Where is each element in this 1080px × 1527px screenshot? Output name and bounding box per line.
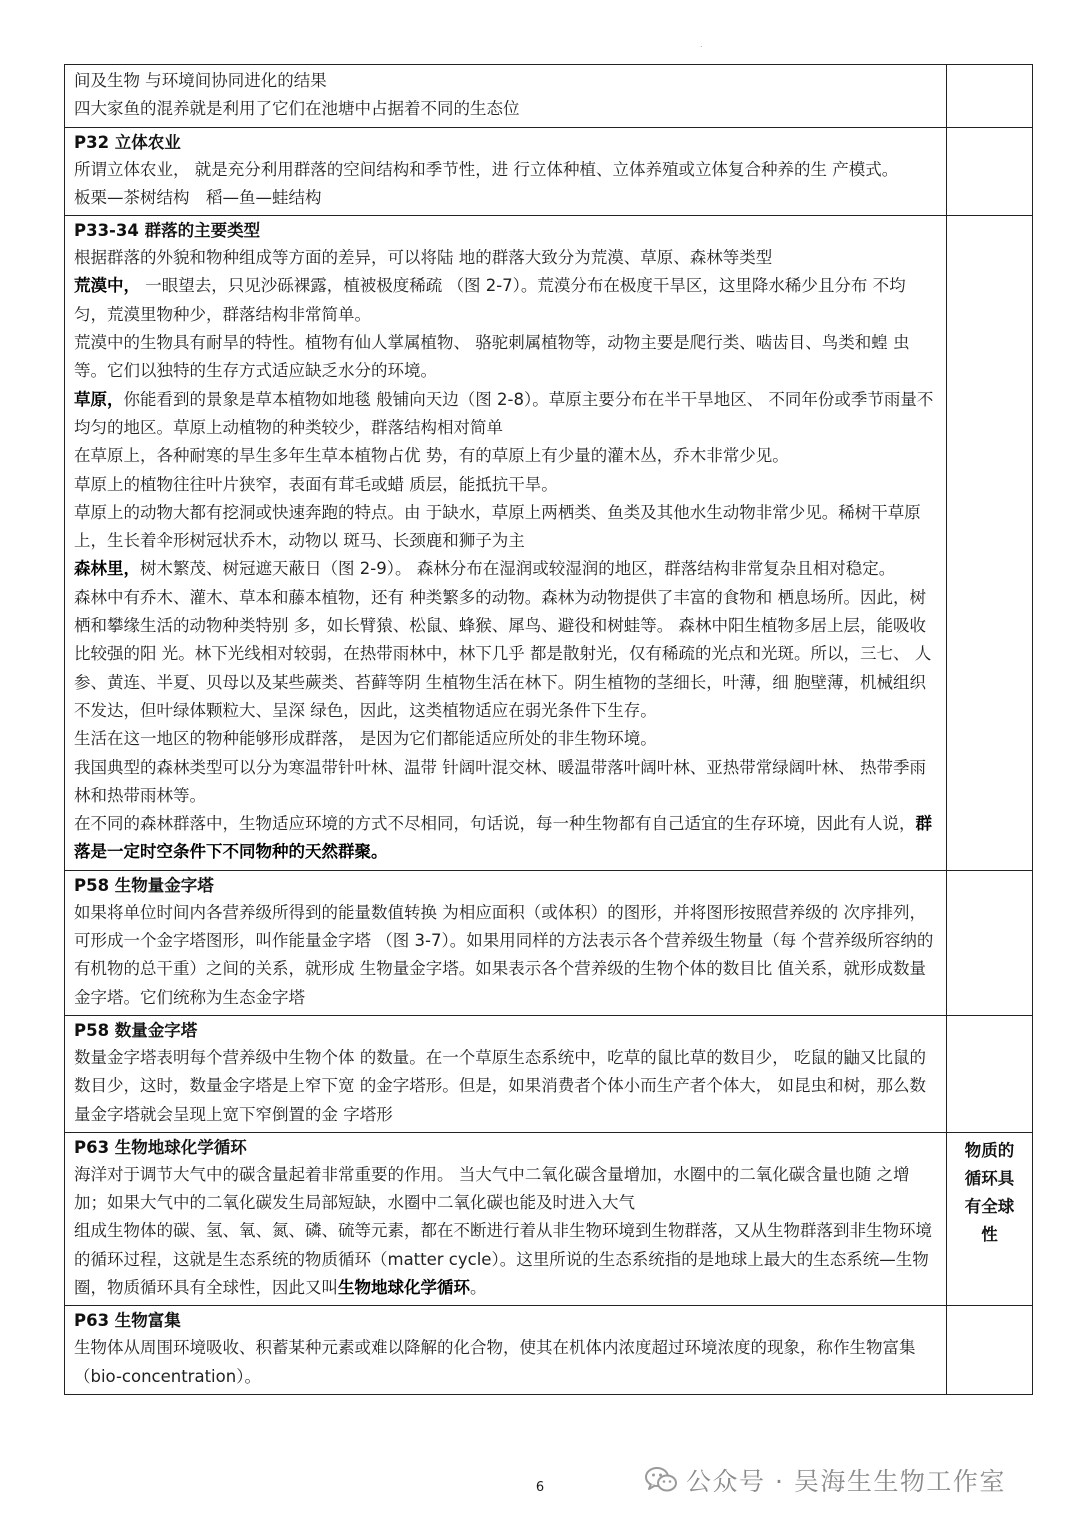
note-content-cell	[65, 1015, 947, 1132]
paragraph	[74, 329, 938, 386]
note-row	[65, 1306, 1033, 1395]
bold-text: 群落是一定时空条件下不同物种的天然群聚。	[74, 814, 932, 862]
notes-table	[64, 64, 1033, 1395]
text-run: 在草原上，各种耐寒的旱生多年生草本植物占优 势，有的草原上有少量的灌木丛，乔木非常少见。	[74, 446, 789, 466]
note-side-cell	[947, 127, 1033, 216]
text-run: 森林中有乔木、灌木、草本和藤本植物，还有 种类繁多的动物。森林为动物提供了丰富的食物和 栖息场所。因此，树栖和攀缘生活的动物种类特别 多，如长臂猿、松鼠、蜂猴、犀鸟、避役和树蛙等。 森林中阳生植物多居上层，能吸收比较强的阳 光。林下光线相对较弱，在热带雨林中，林下几乎 都是散射光，仅有稀疏的光点和光斑。所以，三七、 人参、黄连、半夏、贝母以及某些蕨类、苔藓等阴 生植物生活在林下。阴生植物的茎细长，叶薄，细 胞壁薄，机械组织不发达，但叶绿体颗粒大、呈深 绿色，因此，这类植物适应在弱光条件下生存。	[74, 587, 932, 720]
bold-text: 生物地球化学循环	[338, 1277, 470, 1297]
paragraph	[74, 810, 938, 867]
watermark-text: 公众号 · 吴海生生物工作室	[686, 1467, 1006, 1496]
text-run: 生物体从周围环境吸收、积蓄某种元素或难以降解的化合物，使其在机体内浓度超过环境浓度的现象，称作生物富集（bio-concentration）。	[74, 1338, 916, 1386]
paragraph	[74, 499, 938, 556]
text-run: 我国典型的森林类型可以分为寒温带针叶林、温带 针阔叶混交林、暖温带落叶阔叶林、亚热带常绿阔叶林、 热带季雨林和热带雨林等。	[74, 757, 926, 805]
paragraph	[74, 1334, 938, 1391]
page-number: 6	[535, 1480, 545, 1495]
text-run: 根据群落的外貌和物种组成等方面的差异，可以将陆 地的群落大致分为荒漠、草原、森林等类型	[74, 248, 773, 268]
text-run: 如果将单位时间内各营养级所得到的能量数值转换 为相应面积（或体积）的图形，并将图形按照营养级的 次序排列，可形成一个金字塔图形，叫作能量金字塔 （图 3-7）。如果用同样的方法表示各个营养级生物量（每 个营养级所容纳的有机物的总干重）之间的关系，就形成 生物量金字塔。如果表示各个营养级的生物个体的数目比 值关系，就形成数量金字塔。它们统称为生态金字塔	[74, 902, 934, 1007]
section-heading: P58 数量金字塔	[74, 1020, 198, 1040]
notes-table-body	[65, 65, 1033, 1395]
bold-text: 森林里，	[74, 559, 140, 579]
text-run: 间及生物 与环境间协同进化的结果	[74, 71, 327, 90]
paragraph	[74, 584, 938, 725]
watermark	[644, 1462, 1006, 1498]
note-content-cell	[65, 1132, 947, 1305]
paragraph	[74, 95, 938, 123]
paragraph	[74, 1161, 938, 1218]
paragraph	[74, 754, 938, 811]
paragraph	[74, 1044, 938, 1129]
text-run: 海洋对于调节大气中的碳含量起着非常重要的作用。 当大气中二氧化碳含量增加，水圈中的二氧化碳含量也随 之增加；如果大气中的二氧化碳发生局部短缺，水圈中二氧化碳也能及时进入大气	[74, 1164, 910, 1213]
note-content-cell	[65, 127, 947, 216]
text-run: 组成生物体的碳、氢、氧、氮、磷、硫等元素，都在不断进行着从非生物环境到生物群落，又从生物群落到非生物环境的循环过程，这就是生态系统的物质循环（matter cycle）。这里所说的生态系统指的是地球上最大的生态系统—生物圈，物质循环具有全球性，因此又叫	[74, 1221, 932, 1297]
text-run: 在不同的森林群落中，生物适应环境的方式不尽相同，句话说，每一种生物都有自己适宜的生存环境，因此有人说，	[74, 814, 916, 834]
section-heading: P63 生物富集	[74, 1311, 181, 1331]
wechat-icon	[644, 1465, 678, 1495]
text-run: 草原上的植物往往叶片狭窄，表面有茸毛或蜡 质层，能抵抗干旱。	[74, 474, 558, 494]
bold-text: 荒漠中，	[74, 276, 140, 296]
text-run: 板栗—茶树结构 稻—鱼—蛙结构	[74, 187, 322, 207]
text-run: 。	[470, 1277, 487, 1297]
bold-text: 草原，	[74, 389, 124, 409]
note-side-cell	[947, 1015, 1033, 1132]
text-run: 你能看到的景象是草本植物如地毯 般铺向天边（图 2-8）。草原主要分布在半干旱地区、 不同年份或季节雨量不均匀的地区。草原上动植物的种类较少，群落结构相对简单	[74, 389, 934, 437]
text-run: 所谓立体农业， 就是充分利用群落的空间结构和季节性，进 行立体种植、立体养殖或立体复合种养的生 产模式。	[74, 159, 899, 179]
note-content-cell	[65, 870, 947, 1015]
note-row	[65, 1132, 1033, 1305]
note-content-cell	[65, 65, 947, 128]
paragraph	[74, 1217, 938, 1302]
text-run: 树木繁茂、树冠遮天蔽日（图 2-9）。 森林分布在湿润或较湿润的地区，群落结构非常复杂且相对稳定。	[140, 559, 896, 579]
text-run: 数量金字塔表明每个营养级中生物个体 的数量。在一个草原生态系统中，吃草的鼠比草的数目少， 吃鼠的鼬又比鼠的数目少，这时，数量金字塔是上窄下宽 的金字塔形。但是，如果消费者个体小而生产者个体大， 如昆虫和树，那么数量金字塔就会呈现上宽下窄倒置的金 字塔形	[74, 1047, 926, 1124]
text-run: 一眼望去，只见沙砾裸露，植被极度稀疏 （图 2-7）。荒漠分布在极度干旱区，这里降水稀少且分布 不均匀，荒漠里物种少，群落结构非常简单。	[74, 276, 906, 324]
note-row	[65, 216, 1033, 871]
scan-dot: .	[700, 40, 703, 49]
paragraph	[74, 386, 938, 443]
paragraph	[74, 67, 938, 95]
note-side-cell	[947, 1306, 1033, 1395]
note-side-cell	[947, 1132, 1033, 1305]
note-side-cell	[947, 216, 1033, 871]
note-row	[65, 1015, 1033, 1132]
side-note: 物质的循环具有全球性	[964, 1140, 1015, 1244]
note-row	[65, 870, 1033, 1015]
section-heading: P32 立体农业	[74, 132, 181, 152]
note-content-cell	[65, 1306, 947, 1395]
text-run: 荒漠中的生物具有耐旱的特性。植物有仙人掌属植物、 骆驼刺属植物等，动物主要是爬行类、啮齿目、鸟类和蝗 虫等。它们以独特的生存方式适应缺乏水分的环境。	[74, 333, 910, 381]
section-heading: P63 生物地球化学循环	[74, 1137, 247, 1157]
paragraph	[74, 555, 938, 583]
paragraph	[74, 184, 938, 212]
text-run: 草原上的动物大都有挖洞或快速奔跑的特点。由 于缺水，草原上两栖类、鱼类及其他水生动物非常少见。稀树干草原上，生长着伞形树冠状乔木，动物以 斑马、长颈鹿和狮子为主	[74, 502, 921, 551]
note-side-cell	[947, 870, 1033, 1015]
paragraph	[74, 244, 938, 272]
note-row	[65, 65, 1033, 128]
note-content-cell	[65, 216, 947, 871]
paragraph	[74, 725, 938, 753]
paragraph	[74, 899, 938, 1012]
text-run: 生活在这一地区的物种能够形成群落， 是因为它们都能适应所处的非生物环境。	[74, 729, 657, 749]
paragraph	[74, 272, 938, 329]
note-row	[65, 127, 1033, 216]
note-side-cell	[947, 65, 1033, 128]
paragraph	[74, 471, 938, 499]
section-heading: P33-34 群落的主要类型	[74, 221, 261, 241]
section-heading: P58 生物量金字塔	[74, 875, 214, 895]
paragraph	[74, 442, 938, 470]
text-run: 四大家鱼的混养就是利用了它们在池塘中占据着不同的生态位	[74, 99, 520, 119]
paragraph	[74, 156, 938, 184]
